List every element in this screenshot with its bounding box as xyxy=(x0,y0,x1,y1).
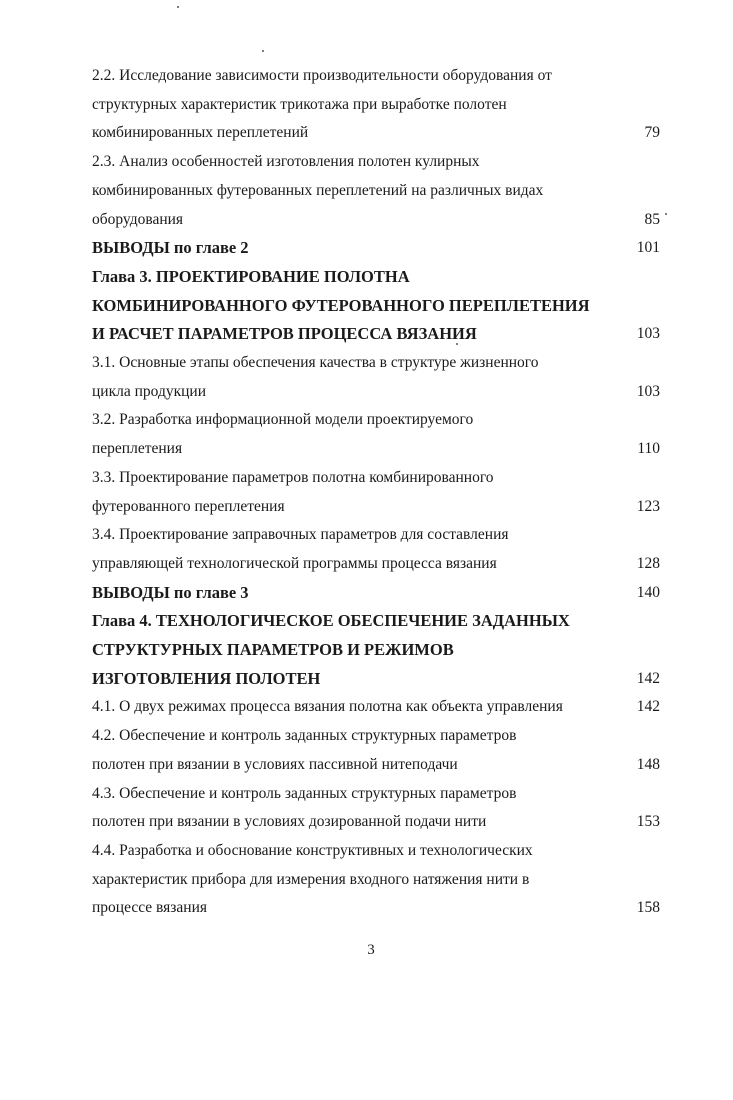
toc-page-number: 123 xyxy=(636,497,660,515)
toc-entry-line: КОМБИНИРОВАННОГО ФУТЕРОВАННОГО ПЕРЕПЛЕТЕНИЯ xyxy=(92,295,590,315)
toc-entry-line: управляющей технологической программы процесса вязания xyxy=(92,554,497,572)
toc-page-number: 103 xyxy=(636,382,660,400)
toc-page-number: 153 xyxy=(636,813,660,831)
toc-entry-line: полотен при вязании в условиях дозированной подачи нити xyxy=(92,813,487,831)
toc-entry-line: ИЗГОТОВЛЕНИЯ ПОЛОТЕН xyxy=(92,668,321,688)
toc-entry-line: И РАСЧЕТ ПАРАМЕТРОВ ПРОЦЕССА ВЯЗАНИЯ xyxy=(92,324,477,344)
toc-entry-line: Глава 3. ПРОЕКТИРОВАНИЕ ПОЛОТНА xyxy=(92,266,410,286)
toc-entry-line: ВЫВОДЫ по главе 3 xyxy=(92,582,249,602)
toc-entry xyxy=(92,406,632,463)
scan-speck xyxy=(665,213,667,215)
toc-entry-line: 3.2. Разработка информационной модели проектируемого xyxy=(92,411,474,429)
toc-page-number: 128 xyxy=(636,554,660,572)
scan-speck xyxy=(177,6,179,8)
toc-entry-line: 4.1. О двух режимах процесса вязания полотна как объекта управления xyxy=(92,698,563,716)
toc-page-number: 142 xyxy=(636,698,660,716)
toc-entry-line: ВЫВОДЫ по главе 2 xyxy=(92,238,249,258)
toc-page-number: 103 xyxy=(636,325,660,343)
toc-page-number: 142 xyxy=(636,669,660,687)
toc-entry-line: 2.3. Анализ особенностей изготовления полотен кулирных xyxy=(92,153,480,171)
toc-page-number: 79 xyxy=(644,124,660,142)
toc-entry xyxy=(92,693,632,722)
toc-entry-line: 3.4. Проектирование заправочных параметров для составления xyxy=(92,526,509,544)
toc-page-number: 101 xyxy=(636,239,660,257)
toc-chapter-heading xyxy=(92,234,632,263)
toc-entry-line: оборудования xyxy=(92,210,184,228)
toc-entry xyxy=(92,837,632,923)
toc-entry xyxy=(92,349,632,406)
toc-entry-line: Глава 4. ТЕХНОЛОГИЧЕСКОЕ ОБЕСПЕЧЕНИЕ ЗАДАННЫХ xyxy=(92,611,570,631)
toc-page-number: 148 xyxy=(636,755,660,773)
toc-entry-line: 4.4. Разработка и обоснование конструктивных и технологических xyxy=(92,841,533,859)
toc-entry-line: полотен при вязании в условиях пассивной нитеподачи xyxy=(92,755,458,773)
toc-entry-line: цикла продукции xyxy=(92,382,207,400)
toc-entry-line: 4.2. Обеспечение и контроль заданных структурных параметров xyxy=(92,727,517,745)
scan-speck xyxy=(262,50,264,52)
toc-entry xyxy=(92,148,632,234)
toc-page-number: 110 xyxy=(637,440,660,458)
toc-page-number: 140 xyxy=(636,583,660,601)
toc-entry-line: переплетения xyxy=(92,440,183,458)
toc-entry-line: 3.1. Основные этапы обеспечения качества в структуре жизненного xyxy=(92,354,539,371)
toc-chapter-heading xyxy=(92,263,632,349)
toc-entry-line: футерованного переплетения xyxy=(92,497,285,515)
toc-entry xyxy=(92,521,632,578)
toc-entry-line: 2.2. Исследование зависимости производительности оборудования от xyxy=(92,67,552,84)
toc-chapter-heading xyxy=(92,579,632,608)
toc-entry xyxy=(92,722,632,779)
toc-entry xyxy=(92,464,632,521)
toc-page-number: 85 xyxy=(644,210,660,228)
toc-entry-line: 4.3. Обеспечение и контроль заданных структурных параметров xyxy=(92,784,517,802)
toc-entry xyxy=(92,62,632,148)
toc-entry-line: СТРУКТУРНЫХ ПАРАМЕТРОВ И РЕЖИМОВ xyxy=(92,640,454,659)
page-number: 3 xyxy=(367,942,375,958)
toc-page-number: 158 xyxy=(636,899,660,917)
scan-speck xyxy=(456,343,458,345)
toc-entry-line: характеристик прибора для измерения входного натяжения нити в xyxy=(92,870,530,888)
toc-entry-line: структурных характеристик трикотажа при выработке полотен xyxy=(92,95,507,113)
toc-entry-line: комбинированных переплетений xyxy=(92,124,309,142)
toc-entry-line: 3.3. Проектирование параметров полотна комбинированного xyxy=(92,468,494,486)
toc-entry xyxy=(92,780,632,837)
toc-entry-line: комбинированных футерованных переплетений на различных видах xyxy=(92,181,544,199)
toc-chapter-heading xyxy=(92,607,632,693)
toc-entry-line: процессе вязания xyxy=(92,899,208,917)
